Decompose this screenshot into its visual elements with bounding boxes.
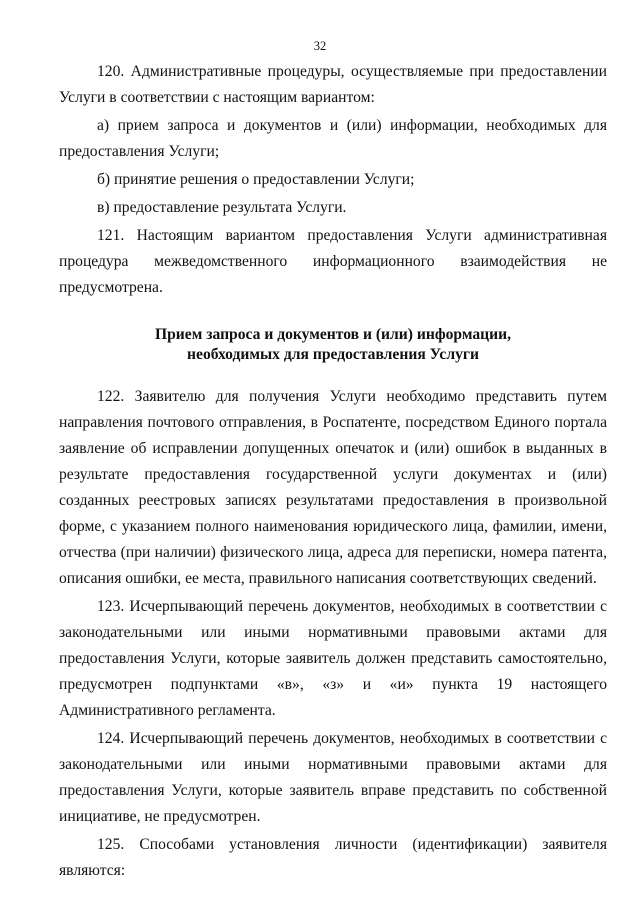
page-number: 32 <box>313 39 327 53</box>
paragraph-124: 124. Исчерпывающий перечень документов, необходимых в соответствии с законодательными или иными нормативными правовыми актами для предоставления Услуги, которые заявитель вправе представить по собственной инициативе, не предусмотрен. <box>59 730 607 825</box>
list-item-120v: в) предоставление результата Услуги. <box>97 199 347 216</box>
paragraph-123: 123. Исчерпывающий перечень документов, необходимых в соответствии с законодательными или иными нормативными правовыми актами для предоставления Услуги, которые заявитель должен представить самостоятельно, предусмотрен подпунктами «в», «з» и «и» пункта 19 настоящего Административного регламента. <box>59 598 607 719</box>
section-heading-line-1: Прием запроса и документов и (или) информации, <box>154 326 512 343</box>
list-item-120a: а) прием запроса и документов и (или) информации, необходимых для предоставления Услуги; <box>59 117 607 160</box>
paragraph-122: 122. Заявителю для получения Услуги необходимо представить путем направления почтового отправления, в Роспатенте, посредством Единого портала заявление об исправлении допущенных опечаток и (или) ошибок в выданных в результате предоставления государственной услуги документах и (или) созданных реестровых записях результатами предоставления в произвольной форме, с указанием полного наименования юридического лица, фамилии, имени, отчества (при наличии) физического лица, адреса для переписки, номера патента, описания ошибки, ее места, правильного написания соответствующих сведений. <box>59 388 607 587</box>
paragraph-121: 121. Настоящим вариантом предоставления Услуги административная процедура межведомственного информационного взаимодействия не предусмотрена. <box>59 227 607 296</box>
section-heading-line-2: необходимых для предоставления Услуги <box>187 346 479 363</box>
paragraph-125: 125. Способами установления личности (идентификации) заявителя являются: <box>59 836 607 879</box>
paragraph-120: 120. Административные процедуры, осуществляемые при предоставлении Услуги в соответствии с настоящим вариантом: <box>59 63 607 106</box>
document-body <box>59 59 607 884</box>
list-item-120b: б) принятие решения о предоставлении Услуги; <box>97 171 415 188</box>
section-heading <box>59 325 607 365</box>
